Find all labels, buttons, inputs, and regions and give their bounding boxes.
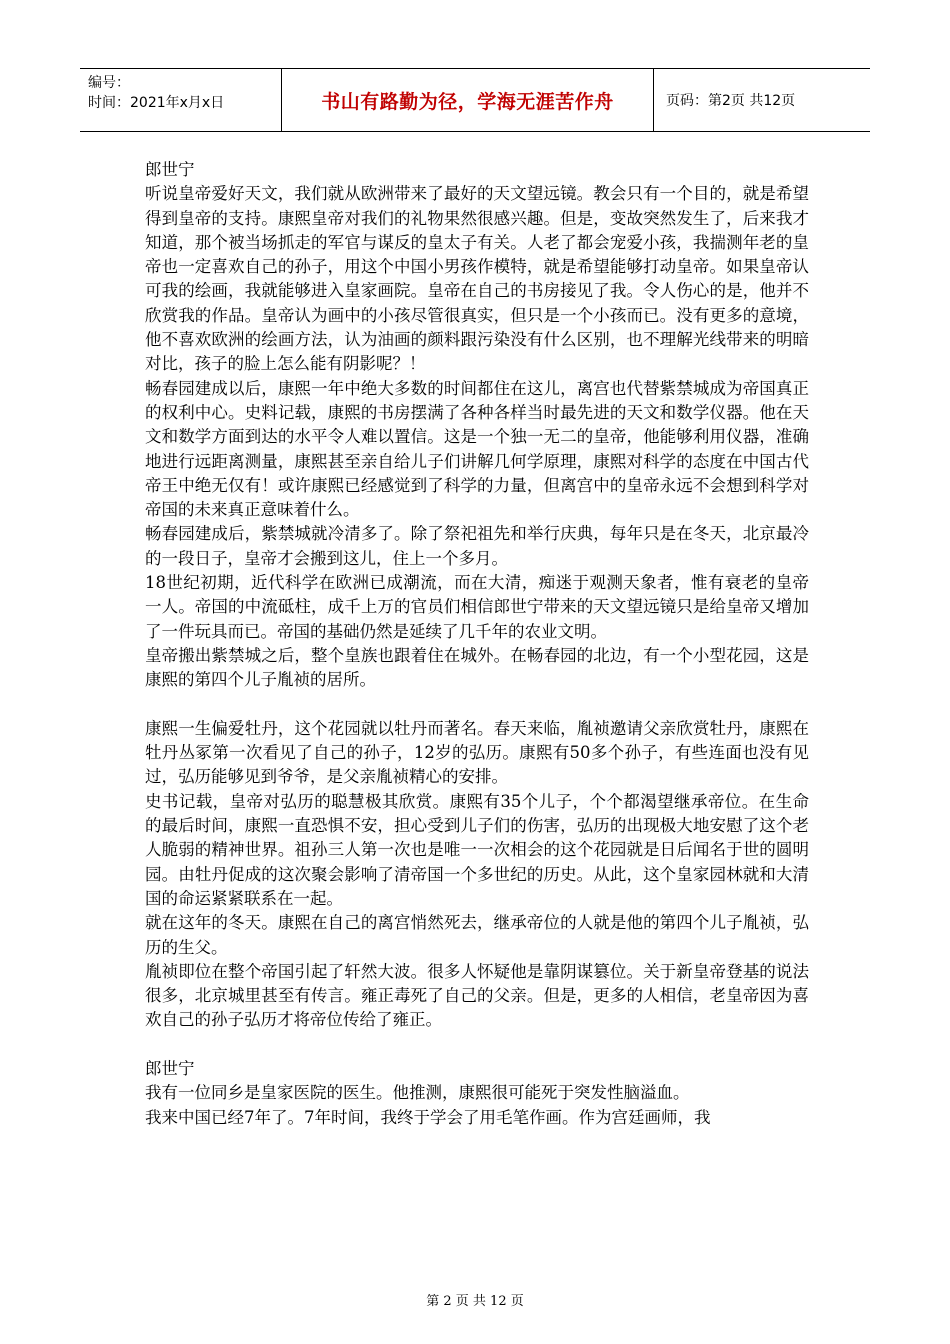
header-meta [80, 69, 282, 131]
paragraph: 史书记载，皇帝对弘历的聪慧极其欣赏。康熙有35个儿子，个个都渴望继承帝位。在生命的最后时间，康熙一直恐惧不安，担心受到儿子们的伤害，弘历的出现极大地安慰了这个老人脆弱的精神世界。祖孙三人第一次也是唯一一次相会的这个花园就是日后闻名于世的圆明园。由牡丹促成的这次聚会影响了清帝国一个多世纪的历史。从此，这个皇家园林就和大清国的命运紧紧联系在一起。 [145, 791, 809, 908]
serial-label: 编号： [88, 75, 130, 91]
paragraph: 就在这年的冬天。康熙在自己的离宫悄然死去，继承帝位的人就是他的第四个儿子胤祯，弘历的生父。 [145, 913, 809, 957]
paragraph: 皇帝搬出紫禁城之后，整个皇族也跟着住在城外。在畅春园的北边，有一个小型花园，这是康熙的第四个儿子胤祯的居所。 [145, 645, 809, 690]
header-motto-cell [282, 69, 654, 131]
paragraph: 18世纪初期，近代科学在欧洲已成潮流，而在大清，痴迷于观测天象者，惟有衰老的皇帝一人。帝国的中流砥柱，成千上万的官员们相信郎世宁带来的天文望远镜只是给皇帝又增加了一件玩具而已。帝国的基础仍然是延续了几千年的农业文明。 [145, 573, 809, 641]
page-header [80, 68, 870, 132]
blank-line [145, 693, 809, 717]
page-label: 页码：第2页 共12页 [666, 93, 796, 109]
paragraph: 我来中国已经7年了。7年时间，我终于学会了用毛笔作画。作为宫廷画师，我 [145, 1107, 711, 1127]
page-footer: 第 2 页 共 12 页 [426, 1294, 524, 1309]
paragraph: 畅春园建成以后，康熙一年中绝大多数的时间都住在这儿，离宫也代替紫禁城成为帝国真正的权利中心。史料记载，康熙的书房摆满了各种各样当时最先进的天文和数学仪器。他在天文和数学方面到达的水平令人难以置信。这是一个独一无二的皇帝，他能够利用仪器，准确地进行远距离测量，康熙甚至亲自给儿子们讲解几何学原理，康熙对科学的态度在中国古代帝王中绝无仅有！或许康熙已经感觉到了科学的力量，但离宫中的皇帝永远不会想到科学对帝国的未来真正意味着什么。 [145, 378, 809, 520]
header-page-cell [654, 69, 870, 131]
paragraph: 我有一位同乡是皇家医院的医生。他推测，康熙很可能死于突发性脑溢血。 [145, 1083, 690, 1103]
document-body [145, 158, 809, 1130]
paragraph: 胤祯即位在整个帝国引起了轩然大波。很多人怀疑他是靠阴谋篡位。关于新皇帝登基的说法很多，北京城里甚至有传言。雍正毒死了自己的父亲。但是，更多的人相信，老皇帝因为喜欢自己的孙子弘历才将帝位传给了雍正。 [145, 961, 809, 1030]
date-label: 时间：2021年x月x日 [88, 95, 225, 111]
paragraph: 听说皇帝爱好天文，我们就从欧洲带来了最好的天文望远镜。教会只有一个目的，就是希望得到皇帝的支持。康熙皇帝对我们的礼物果然很感兴趣。但是，变故突然发生了，后来我才知道，那个被当场抓走的军官与谋反的皇太子有关。人老了都会宠爱小孩，我揣测年老的皇帝也一定喜欢自己的孙子，用这个中国小男孩作模特，就是希望能够打动皇帝。如果皇帝认可我的绘画，我就能够进入皇家画院。皇帝在自己的书房接见了我。令人伤心的是，他并不欣赏我的作品。皇帝认为画中的小孩尽管很真实，但只是一个小孩而已。没有更多的意境，他不喜欢欧洲的绘画方法，认为油画的颜料跟污染没有什么区别，也不理解光线带来的明暗对比，孩子的脸上怎么能有阴影呢？！ [145, 184, 809, 374]
speaker-name: 郎世宁 [145, 1058, 195, 1078]
blank-line [145, 1033, 809, 1057]
paragraph: 畅春园建成后，紫禁城就冷清多了。除了祭祀祖先和举行庆典，每年只是在冬天，北京最冷的一段日子，皇帝才会搬到这儿，住上一个多月。 [145, 524, 809, 568]
paragraph: 康熙一生偏爱牡丹，这个花园就以牡丹而著名。春天来临，胤祯邀请父亲欣赏牡丹，康熙在牡丹丛冢第一次看见了自己的孙子，12岁的弘历。康熙有50多个孙子，有些连面也没有见过，弘历能够见到爷爷，是父亲胤祯精心的安排。 [145, 718, 809, 787]
motto: 书山有路勤为径，学海无涯苦作舟 [321, 90, 614, 113]
speaker-name: 郎世宁 [145, 160, 195, 179]
